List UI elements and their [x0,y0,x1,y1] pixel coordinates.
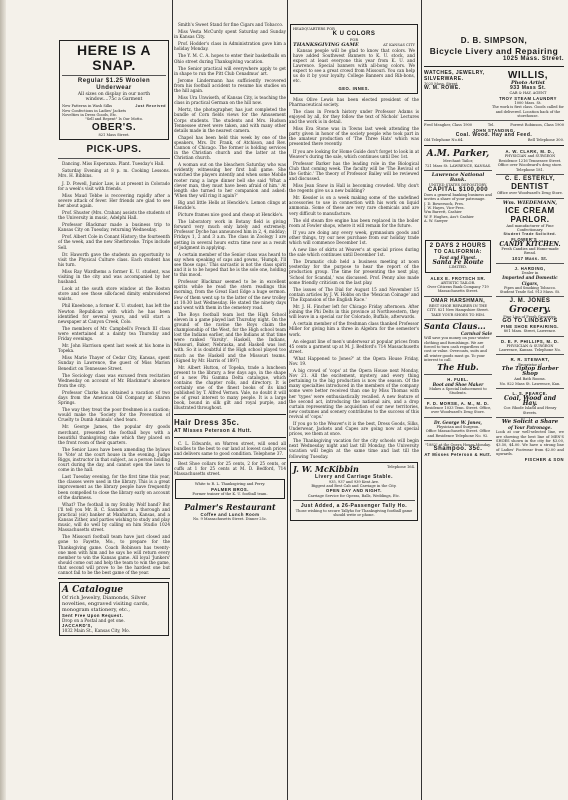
mckibbin-row: Carriage Service for Operas, Balls, Weddings, Etc. [307,493,401,498]
column-1 [58,0,170,800]
california-title: 2 DAYS 2 HOURS [429,242,487,249]
flower-text: Fresh Candies and Home-made Bread. [501,247,559,256]
hq-game: THANKSGIVING GAME [293,41,359,48]
pickups-item: Mr. George James, the popular dry goods merchant, presented the football boys with a beautiful thanksgiving cake which they placed on the front room of their quarters. [58,424,170,445]
pickups-item: The Sociology class was excused from recitation Wednesday on account of Mr. Blackmar's absence from the city. [58,372,170,388]
mckibbin-row: OPEN DAY AND NIGHT. [326,488,382,494]
pickups-item: Dancing. Miss Esperanza. Plant. Tuesday's Hall. [62,161,165,167]
willis-col-text: The work is first class. Goods called for and delivered. Location back of the storehouse. [492,105,564,118]
jones-text: Office Massachusetts Street. Office and Residence Telephone No. 92. [425,429,491,438]
pickups-item: The members of Mr. Campbell's French III class were entertained at a dainty tea Thursday and Friday evenings. [58,325,170,342]
mckibbin-sub: Livery and Carriage Stable. [315,473,393,480]
parker-name: A.M. Parker, [426,149,490,160]
pickups-item: Professor Blackmar made a business trip to Kansas City on Tuesday, returning Wednesday. [58,222,170,233]
col2-news [174,22,286,411]
catalogue-line: Drop on a Postal and get one. [62,618,125,624]
column-rule [421,0,422,800]
news-item: Miss Jean Snow in Hall is becoming crowded. Why don't the regents give us a new building? [289,183,419,194]
news-item: Big and little Hells at Henckle's. Lemon clings at Henckle's. [174,199,286,210]
snap-extra: New Patterns in Wash Silks [62,104,113,109]
news-item: Smith's Sweet Stand for fine Cigars and Tobacco. [178,22,284,27]
jones-sub: Physician and Surgeon. [436,424,480,429]
pickups-item: Saturday Evening at 8 p. m. Cooking Lessons. Mrs. H. Bibbins. [58,168,170,179]
stewart-baths: And Bath Rooms. [514,377,546,382]
california-ltd: LIMITED. [449,265,467,270]
pickups-item: The Senior Laws have been amending the bylaws to 'Vote' at the court house in the evening. Judge Riggs, instructor in that subject, as a person holding court during the day, and cannot open the laws to come in the hall. [58,446,170,473]
phillips-title: D. E. F. PHILLIPS, M. D. [500,338,560,344]
harding-title: J. HARDING, [514,265,546,271]
news-item: Miss Olive Lewis has been elected president of the Pharmaceutical society. [289,96,419,107]
news-item: Miss Ura Unwiseth, of Kansas City, is teaching the class in practical German on the hill now. [174,95,286,106]
jones2-title: J. M. JONES [509,298,551,305]
catalogue-address: 1032 Main St., Kansas City, Mo. [62,628,130,634]
column-rule [287,0,288,800]
harding-text: Pipes and Smoking Tobacco. [504,285,556,290]
lindsay-title: GO TO LINDSAY'S [502,317,558,324]
column-2 [174,0,286,800]
wiedemann-parlor: PARLOR. [510,214,550,224]
bank-title: Lawrence National Bank. [431,172,485,184]
news-item: Mr. Albert Hutton, of Topeka, trade a luncheon present to the library, a few days ago, in the shape of a new Phi Gamma Delta catalogue, which contains the chapter rolls, and directory. It is certainly one of the finest books of its kind published by T. Alfred Vernon. Vale, no doubt it will be of great interest to many people. It is a large book, bound in silk gilt and royal purple, and illustrated throughout. [174,364,286,411]
snap-address: 821 Mass Street. [98,132,130,137]
snap-title: HERE IS A SNAP. [77,42,151,73]
mckibbin-tel: Telephone 164. [387,464,415,469]
pickups-item: Prof. Albert Cole in Conant History; the fourteenth of the week, and the new Sherbrooke. Trips include Sell. [58,234,170,250]
news-item: The Dramatic club held a business meeting at noon yesterday for the purpose to hear the report of the production group. The time for presenting the next play, 'School for Scandal,' was discussed. Prof. Penny also made some friendly criticism on the last play. [289,259,419,285]
fuel-text: Makes a Special Inducement to Students. [429,386,487,396]
parker-clark-row [424,149,564,237]
pickups-item: Mr. John Harrison spent last week at his home in Topeka. [58,343,170,354]
frotsch-text: Over Citizens Bank Company 719 Massachusetts Street. [427,285,489,294]
hq-text: Kansas people will be glad to know that colors. We have added Southwest Banners to K. U. stock, and expect at least everyone this year from K. U. and Lawrence. Special banners with all-bong colors. We expect to see a great crowd from Missouri. You can help us do it by your loyalty. College Banners and Rib-bons, etc. [293,47,415,84]
clark-text: Residence 1216 Tennessee Street. Office over Woodward's drug store. Telephone 181. [497,158,563,172]
news-item: Jerome Lindermann has sufficiently recovered from his football accident to resume his studies on the hill again. [174,77,286,94]
news-item: Miss Vesta McCurdy spent Saturday and Sunday in Kansas City. [174,29,286,40]
palmer-ad [175,479,285,499]
news-item: Picture frames nice good and cheap at Henckle's. [178,212,284,218]
news-item: Mertz, the photographer, has just completed the bundle of Corn fields views for the Amusement Corps students. The students and Mrs. Hudson Tennessee street were taken, and with many other details made in the nearest camera. [174,107,286,133]
rowe-willis-row [424,70,564,118]
frotsch-sub: ARTISTIC TAILOR. [440,280,476,285]
santa-title: Santa Claus... [424,321,486,332]
news-item: Professor Blackmar seemed to be in excellent spirits while he read the stern readings this morning, from the Great East Edge a huge sermon. Few of them went up to the latter of the new trolley at 10:30 last Wednesday. He stated the ninety days and went with them in the cemetery road. [174,279,286,310]
news-item: A certain member of the Senior class was heard to say when speaking of caps and gowns, 'Humph, I'll see those caps.' This sarcastic is not the class spirit and it is to be hoped that he is the sole one, holding to this mood. [174,251,286,278]
tallyho-title: Just Added, a 26-Passenger Tally Ho. [300,502,408,509]
flower-title: FLOWER'S ...... [511,236,549,242]
news-item: A new line of skirts at Weaver's at special prices during the sale which continues until December 1st. [289,247,419,258]
news-item: The Thanksgiving vacation for the city schools will begin next Wednesday night and last till Monday, the University vacation will begin at the same time and last till the following Tuesday. [289,438,419,459]
palmer-line: PALMER BROS. [211,486,249,492]
harding-addr: Student Trade Sol. 913 Mass. St. [499,290,561,295]
pickups-item: Miss Marie Thayer of Cedar City, Kansas, spent Sunday in Lawrence, the guest of Miss Marion Benedict on Tennessee Street. [58,355,170,371]
wiedemann-title: Wm. WIEDEMANN, [502,199,558,206]
flower-sub: CANDY KITCHEN. [499,240,561,248]
pickups-item: Prof. Shuster (Mrs. Crahan) assists the students of the University in music, Adelphi Hall. [58,209,170,221]
california-sf: Santa Fe Route [432,259,484,267]
lindsay-sub: FINE SHOE REPAIRING. [501,324,559,330]
california-ad [425,240,491,273]
pickups-title: PICK-UPS. [86,144,142,156]
bank-officer: Wm Barrett, Cashier [424,210,462,215]
solicit-title: We Solicit a Share [501,419,559,426]
storm-tail: 1000 Mass. St. [514,100,542,105]
pickups-item: What? The football in my Stubby Wolf band? But I'll tell you Mr. B. C. Saunders is a thorough and practical (sic) banker at Manhattan, Kansas, and a Kansas Zither, and parties wishing to study and play music, will do well by calling on him Studio 1024 Massachusetts street. [58,501,170,533]
column-3 [289,0,419,800]
news-item: The issues of The Dial for August 15 and November 15 contain articles by J. W. Hobbs on the 'Mexican Coinage' and 'The Expansion of the English Race.' [289,286,419,302]
pickups-item: The Missouri football team have just closed and gone to Fayette, Mo., to prepare for the Thanksgiving game. Coach Robinson has twenty-one men with him and he says he will return every member to win the Kansas game. All loyal 'Junkers' should come out and help the team to win the game, that second will prove to be the hardest one but cannot fail to be the best game of the year. [58,534,170,575]
wiedemann-text: And manufacturer of Fine Confectionary. [506,223,554,233]
storm-tail: TROY STEAM LAUNDRY [499,95,557,101]
pickups-list [58,161,170,575]
news-item: A certain member of the freshman class thanked Professor Miller for giving him a three in Algebra for the semester's work. [289,321,419,337]
fuel-title: H. FUEL. [447,376,469,382]
lower-right-ads [496,237,564,462]
hq-at: AT KANSAS CITY [383,42,415,47]
snap-extra: Novelties in Dress Goods, Etc. [62,113,118,117]
storm-tail: Old Telephone No.64. [424,137,464,142]
solicit-text: Look at our well-selected line, we are showing the best line of MEN'S SHOES shown in the city for $3.00, $3.50, $4.00. We have a strong line of Ladies' Footwear from $2.00 and upwards. [496,430,564,457]
phillips-text: Lawrence, Kansas. Telephone No. [499,348,561,353]
parker-bank [424,149,492,237]
hair-title: Hair Dress 35c. [174,417,240,427]
restaurant-addr: No. 9 Massachusetts Street. Dinner 25c. [192,517,268,522]
news-item: The class in French history under Professor Adams is enjoyed by all, for they follow the text of Nichols' Lectures and the work is in detail. [289,108,419,125]
harshman-title: OMAR HARSHMAN, [430,297,486,304]
snap-motto: "Sell and Repent" Is Our Motto. [85,117,143,122]
news-item: The old steam fire engine has been replaced in the boiler room at Fowler shops, where it will remain for the future. [289,217,419,228]
flower-addr: 1017 Mass. St. [512,255,548,261]
news-item: Prof. Hodder's class in Administration gave him a holiday Monday. [174,41,286,52]
news-item: Professor Barker has the leading role in the Biological Club that coming week. The faculty will be 'The Revival of the Gothic.' The theory of Professor Bailey will be reviewed and discussed. [289,160,419,181]
hq-colors: K U COLORS [332,31,376,38]
willis-addr: 933 Mass St. [509,85,547,92]
catalogue-title: A Catalogue [62,585,124,596]
news-item: If you go to the Weaver's it is the best, Dress Goods, Silks, Underwear, Jackets and Capes are going now at special prices, we them at once. [289,421,419,437]
hair-sub: AT Misses Peterson & Hutt. [174,427,252,434]
news-item: The laboratory work in Botany field is giving forward very much only lately and extremely. Professor Dyche has announced him in 2, 4, midday; Fridays 1, 2 and 3 a.m. The class in Zoology I are getting in several hours extra time now as a result of judgment in applying. [174,219,286,250]
mckibbin-addr: 935, 937 and 939 Kent Ave. [328,479,380,484]
stewart-shop: The Tiptop Barber Shop [501,365,559,378]
tallyho-text: Those wishing to secure Tallyho for Thanksgiving football game should write or phone. [295,508,413,518]
harshman-text: BEST SHOE REPAIRER IN THE CITY. 821 New Hampshire Street. TAKE YOUR SHOES TO HIM. [427,303,489,317]
california-fast: Fast and Finest. [439,254,477,260]
col3-news [289,97,419,459]
harding-sub: Dealer in [521,271,539,276]
pickups-item: Professor Clarke has obtained a vacation of two days from the American Oil Company at Sharon Springs. [58,389,170,406]
snap-line2: All sizes on display in our north window....75c a Garment [77,92,151,103]
parker-addr: 721 Mass St. LAWRENCE, KANSAS. [424,163,492,168]
lower-left-ads [424,237,492,462]
catalogue-line: Sent Free Upon Request. [62,613,124,619]
lindsay-addr: 801 Mass. Street, Lawrence. [503,329,557,334]
storm-line: Tel. [487,123,495,128]
clark-column [496,149,564,237]
edwards-ad: C. L. Edwards, on Warren street, will send all bundles to the best to our land at lowest cash prices and delivers same to good condition. Telephone 37. [174,440,286,456]
bank-officer: J. W. Hayes, Vice-Pres. [424,206,465,211]
storm-tail: Bell Telephone 300. [527,137,564,142]
rowe-name: W. M. ROWE. [424,85,461,92]
lower-ads-row [424,237,564,462]
pickups-item: Dr. Haworth gave the students an opportunity to visit the Physical Culture class. Each student has his turn. [58,251,170,267]
stewart-addr: No. 822 Mass St. Lawrence, Kan. [499,381,561,386]
news-item: The Y. M. C. A. hopes to enter their basketballs on Ohio street during Thanksgiving vacation. [174,53,286,64]
news-item: The Senior practical will everywhere apply to get in shape to run the Pitt Club Cenadmus' art. [174,65,286,76]
pearce-title: L. S. PEARCE. [512,390,548,396]
column-4 [424,0,564,800]
pearce-text: Cor. Rhode Island and Henry Streets. [503,406,557,415]
santa-sub: Carnival Sale [460,331,492,337]
shampoo-sub: AT Misses Peterson & Hutt. [424,452,492,458]
storm-tail: CAB & HAY, AGENT [509,91,547,96]
simpson-title: Bicycle Livery and Repairing [429,46,559,56]
wiedemann-note: Student Trade Solicited. [503,232,557,237]
standing-sub: Coal. Wood. Hay and Feed. [455,131,533,138]
snap-store: OBER'S. [91,121,137,133]
news-item: If you are doing any every week, gymnasium goods and other things, try our new purchase from our holiday trade which will commence December 1st. [289,229,419,245]
snap-right: Just Received [135,104,166,109]
esterly-text: Office over Woodward's Drug Store. [497,191,563,196]
frotsch-title: ALEX E. FROTSCH SR. [430,275,486,281]
willis-ad [492,70,564,118]
morse-title: F. D. MORSE, A. M., M. D. [426,400,490,406]
shampoo-line: "1882" at the Opera House Monday. [425,442,491,447]
hq-for: FOR [349,38,359,43]
simpson-name: D. B. SIMPSON, [460,36,528,45]
hq-sign: GEO. INNES. [338,85,370,91]
storm-line: Forrest Robinson, Class 1900 [510,123,564,128]
esterly-sub: DENTIST [511,182,549,192]
palmer-line: White to R. L. Thanksgiving and Ferry. [194,482,266,487]
pickups-item: J. D. Powell, Junior Law, is at present in Colorado for a week's visit with friends. [58,180,170,191]
santa-text: Will save you money on your winter clothing and furnishings. We are forced to turn cash regardless of cost or value. Overcoats, suits and all winter goods must go. To your interest to call. [424,336,490,363]
solicit-sign: FISCHER & SON [524,456,564,462]
news-item: Mr. Kessler is on a week making some of the undefined accessories to use in connection with his work on liquid ammonia. Some of these are very rare chemicals and are very difficult to manufacture. [289,195,419,216]
pickups-item: Look at the south store window at the Boston store and see those silk-faced dimity embroidered waists. [58,286,170,302]
news-item: Miss Eva Stone was in Towns last week attending the party given in honor of the society people who took part in the amateur production of 'The Three Hats' which was presented there recently. [289,126,419,147]
news-item: An elegant line of men's underwear at popular prices from 45 cents a garment up at M. J. Bedford's 714 Massachusetts street. [289,338,419,354]
shoes-ad: Best Shoe collars for 25 cents, 2 for 25 cents, or cuffs at 1 for 25 cents at M. D. Bedford, 714 Massachusetts street. [174,460,286,477]
simpson-ad [424,36,564,63]
news-item: Mr. J. H. Fincher left for Chicago Friday afternoon. After joining the Phi Delts in this province at Northwestern, they will leave in a special car for Colorado, Buffalo, afterwards. [289,304,419,320]
bank-officer: W. F. Hughes, Ass't Cashier [424,214,474,219]
simpson-addr: 1025 Mass. Street. [502,56,564,62]
snap-ad [59,40,169,140]
column-rule [172,0,173,800]
palmer-line: Former trainer of the K. U. football team. [192,491,268,496]
catalogue-ad [59,582,169,636]
clark-title: A. W. CLARK, M. D., [505,149,555,155]
jones2-sub: Grocery. [509,304,551,315]
fuel-sub: Boot and Shoe Maker [432,381,484,387]
catalogue-line: Of rich Jewelry, Diamonds, Silver novelties, engraved visiting cards, monogram stationery, etc., [62,595,149,614]
page-binding-edge [0,0,6,800]
willis-title: WILLIS, [507,70,549,81]
standing-title: JOHN STANDING. [472,127,516,133]
storm-line: Fred Meagher, Class 1900 [424,123,473,128]
pearce-sub: Coal, Wood and Hay. [503,395,557,408]
mckibbin-ad [290,462,418,521]
mckibbin-title: J. W. McKibbin [293,463,359,474]
hair-ad [174,418,286,434]
solicit-sub: of Your Patronage. [508,425,552,431]
jones2-text: Fine Line of Fresh Groceries. [503,314,557,319]
hub-title: The Hub. [437,361,479,372]
wiedemann-sub: ICE CREAM [505,205,555,215]
shampoo-title: Shampoo. 35c. [433,446,483,453]
parker-sub: Merchant Tailor, [442,159,474,164]
news-item: Chapel has been held this week by one of the speakers, Mrs. Dr. Frank, of Atchison, and Rev. Cannon of Chicago. The former is holding services in the Christian church and the latter at the Christian church. [174,134,286,161]
snap-line1: Regular $1.25 Woolen Underwear [77,78,151,91]
pickups-item: Miss Maud Tebbe is recovering rapidly after a severe attack of fever. Her friends are glad to see her about again. [58,192,170,208]
news-item: If you are looking for Home Guide don't forget to look in at Weaver's during the sale, which continues until Dec 1st. [289,148,419,159]
innes-ad [290,24,418,94]
pickups-item: Phil Kneebone, a former K. U. student, has left the Newton Republican with which he has been identified for several years, and will start a newspaper at Canyon Creek, Colo. [58,303,170,324]
rowe-sub: 1025 Mass. Street [424,82,458,86]
stewart-title: R. R. STEWART, [510,357,550,363]
bank-officer: A. W. Sawyer [424,219,448,224]
willis-sub: Photo Artist [511,80,545,86]
news-item: 'What Happened to Jones?' at the Opera House Friday, Nov. 19. [289,355,419,366]
bank-sub: UNITED STATES DEPOSITORY. [428,183,488,188]
rowe-title: WATCHES, JEWELRY, SILVERWARE. [424,70,485,82]
bank-text: Does a general banking business and invites a share of your patronage. [424,192,492,202]
morse-text: Residence 1033 Tenn. Street. Office, over Woodward's Drug Store. [424,405,492,415]
harding-goods: Imported and Domestic Cigars, [502,275,558,286]
california-to: TO CALIFORNIA: [434,248,482,255]
catalogue-store: JACCARD'S, [62,623,93,629]
esterly-title: C. E. ESTERLY, [504,176,556,183]
hq-line: HEADQUARTERS FOR [293,27,335,31]
clark-sub: PHYSICIAN and SURGEON [504,154,556,159]
jones-title: Dr. George W. Jones, [434,419,482,425]
restaurant-title: Palmer's Restaurant [184,502,276,513]
news-item: A big crowd of 'cops' at the Opera House next Monday, Nov 21. All the excitement, mystery, and every thing pertaining to the big production is now the season. Of the many specialties introduced in the members of the company some were better received than one by Miss Thomas with her 'types' were enthusiastically recalled. A new feature of the second act, introducing the national airs, and a drop curtain representing the acquisition of our new territories, new costumes and scenery contributes to the success of this revival of 'cops.' [289,368,419,419]
bank-capital: CAPITAL $100,000 [427,186,489,193]
news-item: A woman out on the bleachers Saturday who was evidently witnessing her first ball game. She watched the players intently and when some Mobile rooter rang a large dinner bell she said 'What a clever man, they must have been afraid of him.' At length she turned to her companion and asked: 'When they will ring it again?' [174,162,286,198]
snap-extra: New Confections in Ladies' Jackets [62,108,127,113]
phillips-sub: PHYSICIAN & SURGEON [506,343,554,348]
pickups-item: The way they treat the poor freshmen is a caution; would make the 'Society for the Prevention of Cruelty to Dumb Animals' shed tears. [58,407,170,423]
pickups-item: Last Tuesday evening, for the first time this year, the classes were used in the library. This is a great improvement as the library people have frequently been compelled to close the library early on account of the darkness. [58,474,170,500]
rowe-ad [424,70,488,118]
restaurant-sub: Coffee and Lunch Room [200,512,260,518]
stewart-sub: Proprietor of [518,362,542,367]
news-item: The Boys football team lost the High School eleven in a game played last Thursday night. On the ground of the ravine the Boys claim the championship of the West, for the High school team lost the Indians earlier, and the Indians at that time were ranked 'Varsity'. Haskell, the Indians, Missouri, Baker, Nebraska, and Haskell was lost with. So it is doubtful if the High school played too much as the Haskell and the Missouri teams. (Signed by Mr. Harris of 1897) [174,311,286,363]
bank-officer: J. D. Bowersock, Pres. [424,201,464,206]
mckibbin-row: Biggest and Best Cab and Carriage in the City. [311,484,397,489]
pickups-item: Miss Ray Wardhems a former K. U. student, was visiting in the city and was accompanied by her husband. [58,268,170,285]
